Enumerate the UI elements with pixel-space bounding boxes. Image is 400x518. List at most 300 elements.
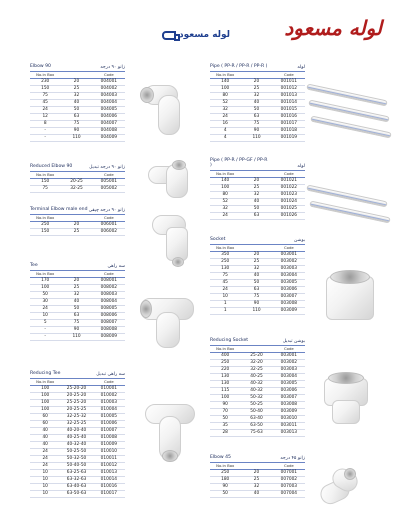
section-header: [210, 63, 305, 72]
cell-code: 003008: [273, 300, 305, 307]
spec-table: [210, 72, 305, 142]
cell-size: 40-32-40: [60, 441, 92, 448]
cell-box-qty: 52: [210, 99, 240, 106]
section-title-en: Reduced Elbow 90: [30, 164, 73, 170]
table-row: [30, 277, 125, 284]
cell-box-qty: 100: [30, 392, 60, 399]
cell-code: 010013: [93, 469, 125, 476]
table-row: [30, 85, 125, 92]
section-pipe-gf: [210, 158, 305, 220]
cell-box-qty: 40: [30, 441, 60, 448]
table-row: [210, 251, 305, 258]
cell-size: 40: [240, 198, 272, 205]
table-row: [210, 120, 305, 127]
cell-box-qty: -: [30, 127, 60, 134]
section-title-fa: سه راهی: [107, 264, 125, 269]
table-row: [30, 469, 125, 476]
cell-box-qty: 8: [30, 120, 60, 127]
cell-size: 63: [60, 113, 92, 120]
section-header: [210, 158, 305, 171]
cell-size: 20: [240, 251, 272, 258]
cell-size: 63-50-63: [60, 490, 92, 497]
cell-box-qty: 10: [30, 469, 60, 476]
cell-code: 010007: [93, 427, 125, 434]
table-row: [30, 312, 125, 319]
cell-size: 32: [60, 92, 92, 99]
cell-size: 20: [60, 78, 92, 85]
cell-size: 75: [240, 293, 272, 300]
cell-size: 40: [60, 99, 92, 106]
cell-code: 003007: [273, 394, 305, 401]
cell-box-qty: 100: [30, 399, 60, 406]
section-title-en: Pipe ( PP-R / PP-GF / PP-R ): [210, 158, 268, 169]
cell-size: 32-20: [240, 359, 272, 366]
table-row: [210, 300, 305, 307]
cell-box-qty: 150: [30, 228, 60, 235]
table-row: [30, 291, 125, 298]
table-row: [30, 99, 125, 106]
section-header: [210, 454, 305, 463]
cell-code: 001016: [273, 113, 305, 120]
table-row: [30, 228, 125, 235]
cell-code: 001017: [273, 120, 305, 127]
section-reducing-socket: [210, 337, 305, 437]
section-title-fa: سه راهی تبدیل: [96, 372, 125, 377]
column-header: No.in Box: [30, 271, 60, 277]
column-header: Code: [273, 346, 305, 352]
section-title-fa: زانو ۴۵ درجه: [280, 456, 305, 461]
table-row: [210, 286, 305, 293]
cell-code: 006001: [93, 221, 125, 228]
spec-table: [210, 463, 305, 498]
cell-box-qty: 32: [210, 106, 240, 113]
table-row: [30, 78, 125, 85]
cell-box-qty: 24: [210, 212, 240, 219]
logo-text: لوله مسعود: [179, 30, 231, 40]
cell-code: 008003: [93, 291, 125, 298]
table-row: [30, 178, 125, 185]
cell-box-qty: 10: [30, 490, 60, 497]
cell-code: 001019: [273, 134, 305, 141]
cell-size: 25: [60, 228, 92, 235]
cell-code: 010004: [93, 406, 125, 413]
table-row: [210, 85, 305, 92]
cell-box-qty: 60: [30, 413, 60, 420]
cell-size: 40-32: [240, 380, 272, 387]
section-title-fa: زانو ۹۰ درجه: [100, 65, 125, 70]
cell-box-qty: 130: [210, 380, 240, 387]
table-row: [210, 92, 305, 99]
section-title-en: Terminal Elbow male end: [30, 207, 88, 213]
cell-size: 25: [240, 85, 272, 92]
spec-table: [30, 379, 125, 498]
column-header: No.in Box: [210, 346, 240, 352]
cell-size: 20: [60, 277, 92, 284]
cell-size: 50-40: [240, 408, 272, 415]
table-row: [210, 352, 305, 359]
cell-size: 50: [240, 106, 272, 113]
section-title-en: Reducing Tee: [30, 371, 61, 377]
cell-size: 25: [240, 184, 272, 191]
cell-size: 20: [240, 78, 272, 85]
cell-code: 010011: [93, 455, 125, 462]
table-row: [210, 78, 305, 85]
cell-box-qty: 45: [210, 279, 240, 286]
section-title-en: Tee: [30, 263, 38, 269]
cell-code: 005001: [93, 178, 125, 185]
cell-size: 110: [60, 134, 92, 141]
cell-box-qty: 250: [210, 469, 240, 476]
table-row: [30, 427, 125, 434]
cell-box-qty: 230: [30, 78, 60, 85]
cell-size: 32-25-25: [60, 420, 92, 427]
cell-box-qty: 32: [210, 205, 240, 212]
spec-table: [30, 72, 125, 142]
section-header: [210, 337, 305, 346]
cell-code: 010008: [93, 434, 125, 441]
cell-code: 003004: [273, 373, 305, 380]
cell-box-qty: 24: [30, 106, 60, 113]
table-row: [30, 413, 125, 420]
table-row: [30, 385, 125, 392]
table-row: [30, 476, 125, 483]
cell-size: 50-32-50: [60, 455, 92, 462]
table-row: [30, 127, 125, 134]
cell-size: 25-20-20: [60, 385, 92, 392]
table-row: [210, 127, 305, 134]
cell-size: 63: [240, 113, 272, 120]
cell-box-qty: 12: [30, 113, 60, 120]
cell-size: 110: [240, 307, 272, 314]
cell-box-qty: 100: [210, 394, 240, 401]
section-header: [30, 262, 125, 271]
cell-box-qty: 250: [210, 258, 240, 265]
cell-code: 010002: [93, 392, 125, 399]
table-row: [210, 359, 305, 366]
cell-code: 010016: [93, 483, 125, 490]
cell-code: 001018: [273, 127, 305, 134]
cell-code: 008008: [93, 326, 125, 333]
cell-box-qty: 130: [210, 373, 240, 380]
column-header: Code: [93, 172, 125, 178]
cell-size: 40-25-40: [60, 434, 92, 441]
reduced-elbow-image: [148, 160, 196, 202]
cell-code: 004004: [93, 99, 125, 106]
cell-size: 32-25: [60, 185, 92, 192]
cell-code: 007002: [273, 476, 305, 483]
section-title-en: Socket: [210, 237, 226, 243]
cell-box-qty: 350: [210, 251, 240, 258]
cell-code: 003013: [273, 429, 305, 436]
section-elbow90: [30, 63, 125, 142]
cell-code: 010006: [93, 420, 125, 427]
section-header: [210, 236, 305, 245]
cell-box-qty: 40: [30, 434, 60, 441]
cell-size: 90: [60, 127, 92, 134]
table-row: [210, 307, 305, 314]
table-row: [30, 298, 125, 305]
cell-code: 003005: [273, 279, 305, 286]
cell-code: 004007: [93, 120, 125, 127]
cell-size: 40-25: [240, 373, 272, 380]
cell-box-qty: 1: [210, 307, 240, 314]
table-row: [30, 406, 125, 413]
section-title-en: Reducing Socket: [210, 338, 249, 344]
cell-code: 001014: [273, 99, 305, 106]
cell-box-qty: 35: [210, 422, 240, 429]
section-title-fa: لوله: [297, 164, 305, 169]
cell-code: 010014: [93, 476, 125, 483]
cell-size: 63-25-63: [60, 469, 92, 476]
column-header: No.in Box: [210, 245, 240, 251]
table-row: [210, 366, 305, 373]
table-row: [30, 333, 125, 340]
cell-size: 32: [240, 92, 272, 99]
cell-code: 001023: [273, 191, 305, 198]
cell-code: 004002: [93, 85, 125, 92]
cell-box-qty: 50: [210, 415, 240, 422]
cell-code: 010005: [93, 413, 125, 420]
cell-box-qty: 24: [30, 305, 60, 312]
column-header: Code: [93, 72, 125, 78]
cell-box-qty: 75: [30, 185, 60, 192]
cell-code: 003003: [273, 366, 305, 373]
table-row: [210, 293, 305, 300]
page-header: [162, 12, 382, 46]
cell-code: 004006: [93, 113, 125, 120]
cell-code: 008001: [93, 277, 125, 284]
cell-size: 25-20: [240, 352, 272, 359]
table-row: [210, 429, 305, 436]
table-row: [30, 221, 125, 228]
cell-size: 63-32-63: [60, 476, 92, 483]
cell-size: 75: [60, 319, 92, 326]
cell-code: 008009: [93, 333, 125, 340]
cell-box-qty: 16: [210, 120, 240, 127]
table-row: [30, 305, 125, 312]
cell-size: 63-50: [240, 422, 272, 429]
cell-code: 003001: [273, 251, 305, 258]
cell-code: 004008: [93, 127, 125, 134]
cell-size: 50-25: [240, 401, 272, 408]
spec-table: [210, 245, 305, 315]
cell-box-qty: 75: [30, 92, 60, 99]
table-row: [210, 106, 305, 113]
cell-size: 40-32: [240, 387, 272, 394]
terminal-elbow-image: [148, 215, 196, 271]
cell-code: 010009: [93, 441, 125, 448]
cell-size: 90: [240, 300, 272, 307]
cell-size: 20: [240, 177, 272, 184]
cell-code: 003009: [273, 408, 305, 415]
table-row: [210, 408, 305, 415]
brand-title: لوله مسعود: [284, 16, 382, 40]
cell-size: 63: [240, 212, 272, 219]
cell-box-qty: 52: [210, 198, 240, 205]
cell-box-qty: 90: [210, 483, 240, 490]
table-row: [30, 326, 125, 333]
spec-table: [30, 172, 125, 193]
section-header: [30, 63, 125, 72]
table-row: [30, 106, 125, 113]
cell-box-qty: 100: [30, 284, 60, 291]
cell-box-qty: 5: [30, 319, 60, 326]
cell-code: 003008: [273, 401, 305, 408]
column-header: No.in Box: [30, 215, 60, 221]
cell-size: 50: [60, 305, 92, 312]
cell-box-qty: 150: [30, 85, 60, 92]
table-row: [210, 490, 305, 497]
column-header: Code: [273, 463, 305, 469]
cell-code: 003006: [273, 286, 305, 293]
cell-size: 20-25-20: [60, 392, 92, 399]
cell-size: 50: [240, 205, 272, 212]
cell-size: 50-25-50: [60, 448, 92, 455]
cell-box-qty: 1: [210, 300, 240, 307]
cell-code: 004003: [93, 92, 125, 99]
cell-box-qty: 24: [210, 113, 240, 120]
table-row: [30, 92, 125, 99]
pipe-image: [306, 82, 396, 154]
section-title-fa: لوله: [297, 65, 305, 70]
section-header: [30, 206, 125, 215]
cell-code: 010001: [93, 385, 125, 392]
socket-image: [322, 268, 380, 324]
table-row: [30, 483, 125, 490]
cell-box-qty: 250: [210, 359, 240, 366]
cell-box-qty: 45: [30, 99, 60, 106]
cell-code: 007003: [273, 483, 305, 490]
table-row: [30, 319, 125, 326]
pipe-logo-icon: [162, 31, 176, 40]
cell-code: 003010: [273, 415, 305, 422]
cell-box-qty: 100: [30, 406, 60, 413]
table-row: [30, 284, 125, 291]
cell-box-qty: 130: [210, 265, 240, 272]
cell-code: 008005: [93, 305, 125, 312]
section-reduced-elbow: [30, 163, 125, 193]
cell-box-qty: 100: [30, 385, 60, 392]
table-row: [210, 401, 305, 408]
cell-size: 110: [60, 333, 92, 340]
section-title-en: Pipe ( PP-R / PP-R / PP-R ): [210, 64, 268, 70]
cell-code: 001011: [273, 78, 305, 85]
cell-box-qty: 10: [210, 293, 240, 300]
table-row: [210, 177, 305, 184]
table-row: [210, 134, 305, 141]
section-title-en: Elbow 45: [210, 455, 231, 461]
cell-box-qty: -: [30, 333, 60, 340]
cell-box-qty: 220: [210, 366, 240, 373]
cell-size: 90: [60, 326, 92, 333]
table-row: [30, 490, 125, 497]
cell-box-qty: 400: [210, 352, 240, 359]
cell-box-qty: 75: [210, 272, 240, 279]
table-row: [210, 279, 305, 286]
cell-code: 003002: [273, 359, 305, 366]
cell-code: 001022: [273, 184, 305, 191]
spec-table: [210, 171, 305, 220]
cell-box-qty: 10: [30, 312, 60, 319]
cell-size: 25: [240, 258, 272, 265]
cell-box-qty: 24: [30, 448, 60, 455]
cell-code: 003009: [273, 307, 305, 314]
cell-box-qty: 115: [210, 387, 240, 394]
table-row: [210, 198, 305, 205]
column-header: No.in Box: [210, 463, 240, 469]
cell-code: 003002: [273, 258, 305, 265]
company-logo: [162, 30, 230, 40]
column-header: No.in Box: [30, 379, 60, 385]
table-row: [30, 392, 125, 399]
cell-code: 010012: [93, 462, 125, 469]
cell-code: 007004: [273, 490, 305, 497]
column-header: Code: [273, 72, 305, 78]
column-header: No.in Box: [30, 72, 60, 78]
pipe-gf-image: [306, 185, 396, 229]
cell-size: 20: [60, 221, 92, 228]
cell-code: 001026: [273, 212, 305, 219]
section-reducing-tee: [30, 370, 125, 498]
cell-size: 20: [240, 469, 272, 476]
cell-size: 25-25-20: [60, 399, 92, 406]
column-header: Code: [93, 271, 125, 277]
cell-box-qty: 100: [210, 184, 240, 191]
cell-box-qty: 50: [30, 291, 60, 298]
cell-size: 50: [60, 106, 92, 113]
cell-box-qty: 170: [30, 277, 60, 284]
cell-box-qty: -: [30, 134, 60, 141]
cell-size: 32: [240, 191, 272, 198]
cell-code: 003006: [273, 387, 305, 394]
cell-code: 003007: [273, 293, 305, 300]
section-header: [30, 370, 125, 379]
table-row: [210, 212, 305, 219]
column-header: Code: [273, 171, 305, 177]
column-header: No.in Box: [210, 171, 240, 177]
cell-size: 32: [240, 483, 272, 490]
cell-box-qty: 180: [210, 476, 240, 483]
spec-table: [210, 346, 305, 437]
table-row: [30, 455, 125, 462]
cell-box-qty: 24: [210, 286, 240, 293]
cell-code: 001015: [273, 106, 305, 113]
cell-box-qty: 4: [210, 134, 240, 141]
cell-box-qty: 80: [210, 92, 240, 99]
cell-box-qty: 80: [210, 191, 240, 198]
table-row: [210, 191, 305, 198]
cell-size: 90: [240, 127, 272, 134]
table-row: [30, 399, 125, 406]
column-header: Code: [273, 245, 305, 251]
cell-box-qty: 50: [210, 490, 240, 497]
elbow90-image: [138, 85, 190, 140]
cell-size: 63-40: [240, 415, 272, 422]
cell-size: 63-40-63: [60, 483, 92, 490]
table-row: [210, 380, 305, 387]
table-row: [30, 441, 125, 448]
cell-size: 110: [240, 134, 272, 141]
cell-code: 008007: [93, 319, 125, 326]
table-row: [210, 422, 305, 429]
table-row: [210, 469, 305, 476]
table-row: [210, 476, 305, 483]
table-row: [210, 258, 305, 265]
cell-code: 006002: [93, 228, 125, 235]
cell-size: 63: [60, 312, 92, 319]
column-header: Code: [93, 215, 125, 221]
section-title-fa: زانو ۹۰ درجه چپقی: [88, 208, 125, 213]
